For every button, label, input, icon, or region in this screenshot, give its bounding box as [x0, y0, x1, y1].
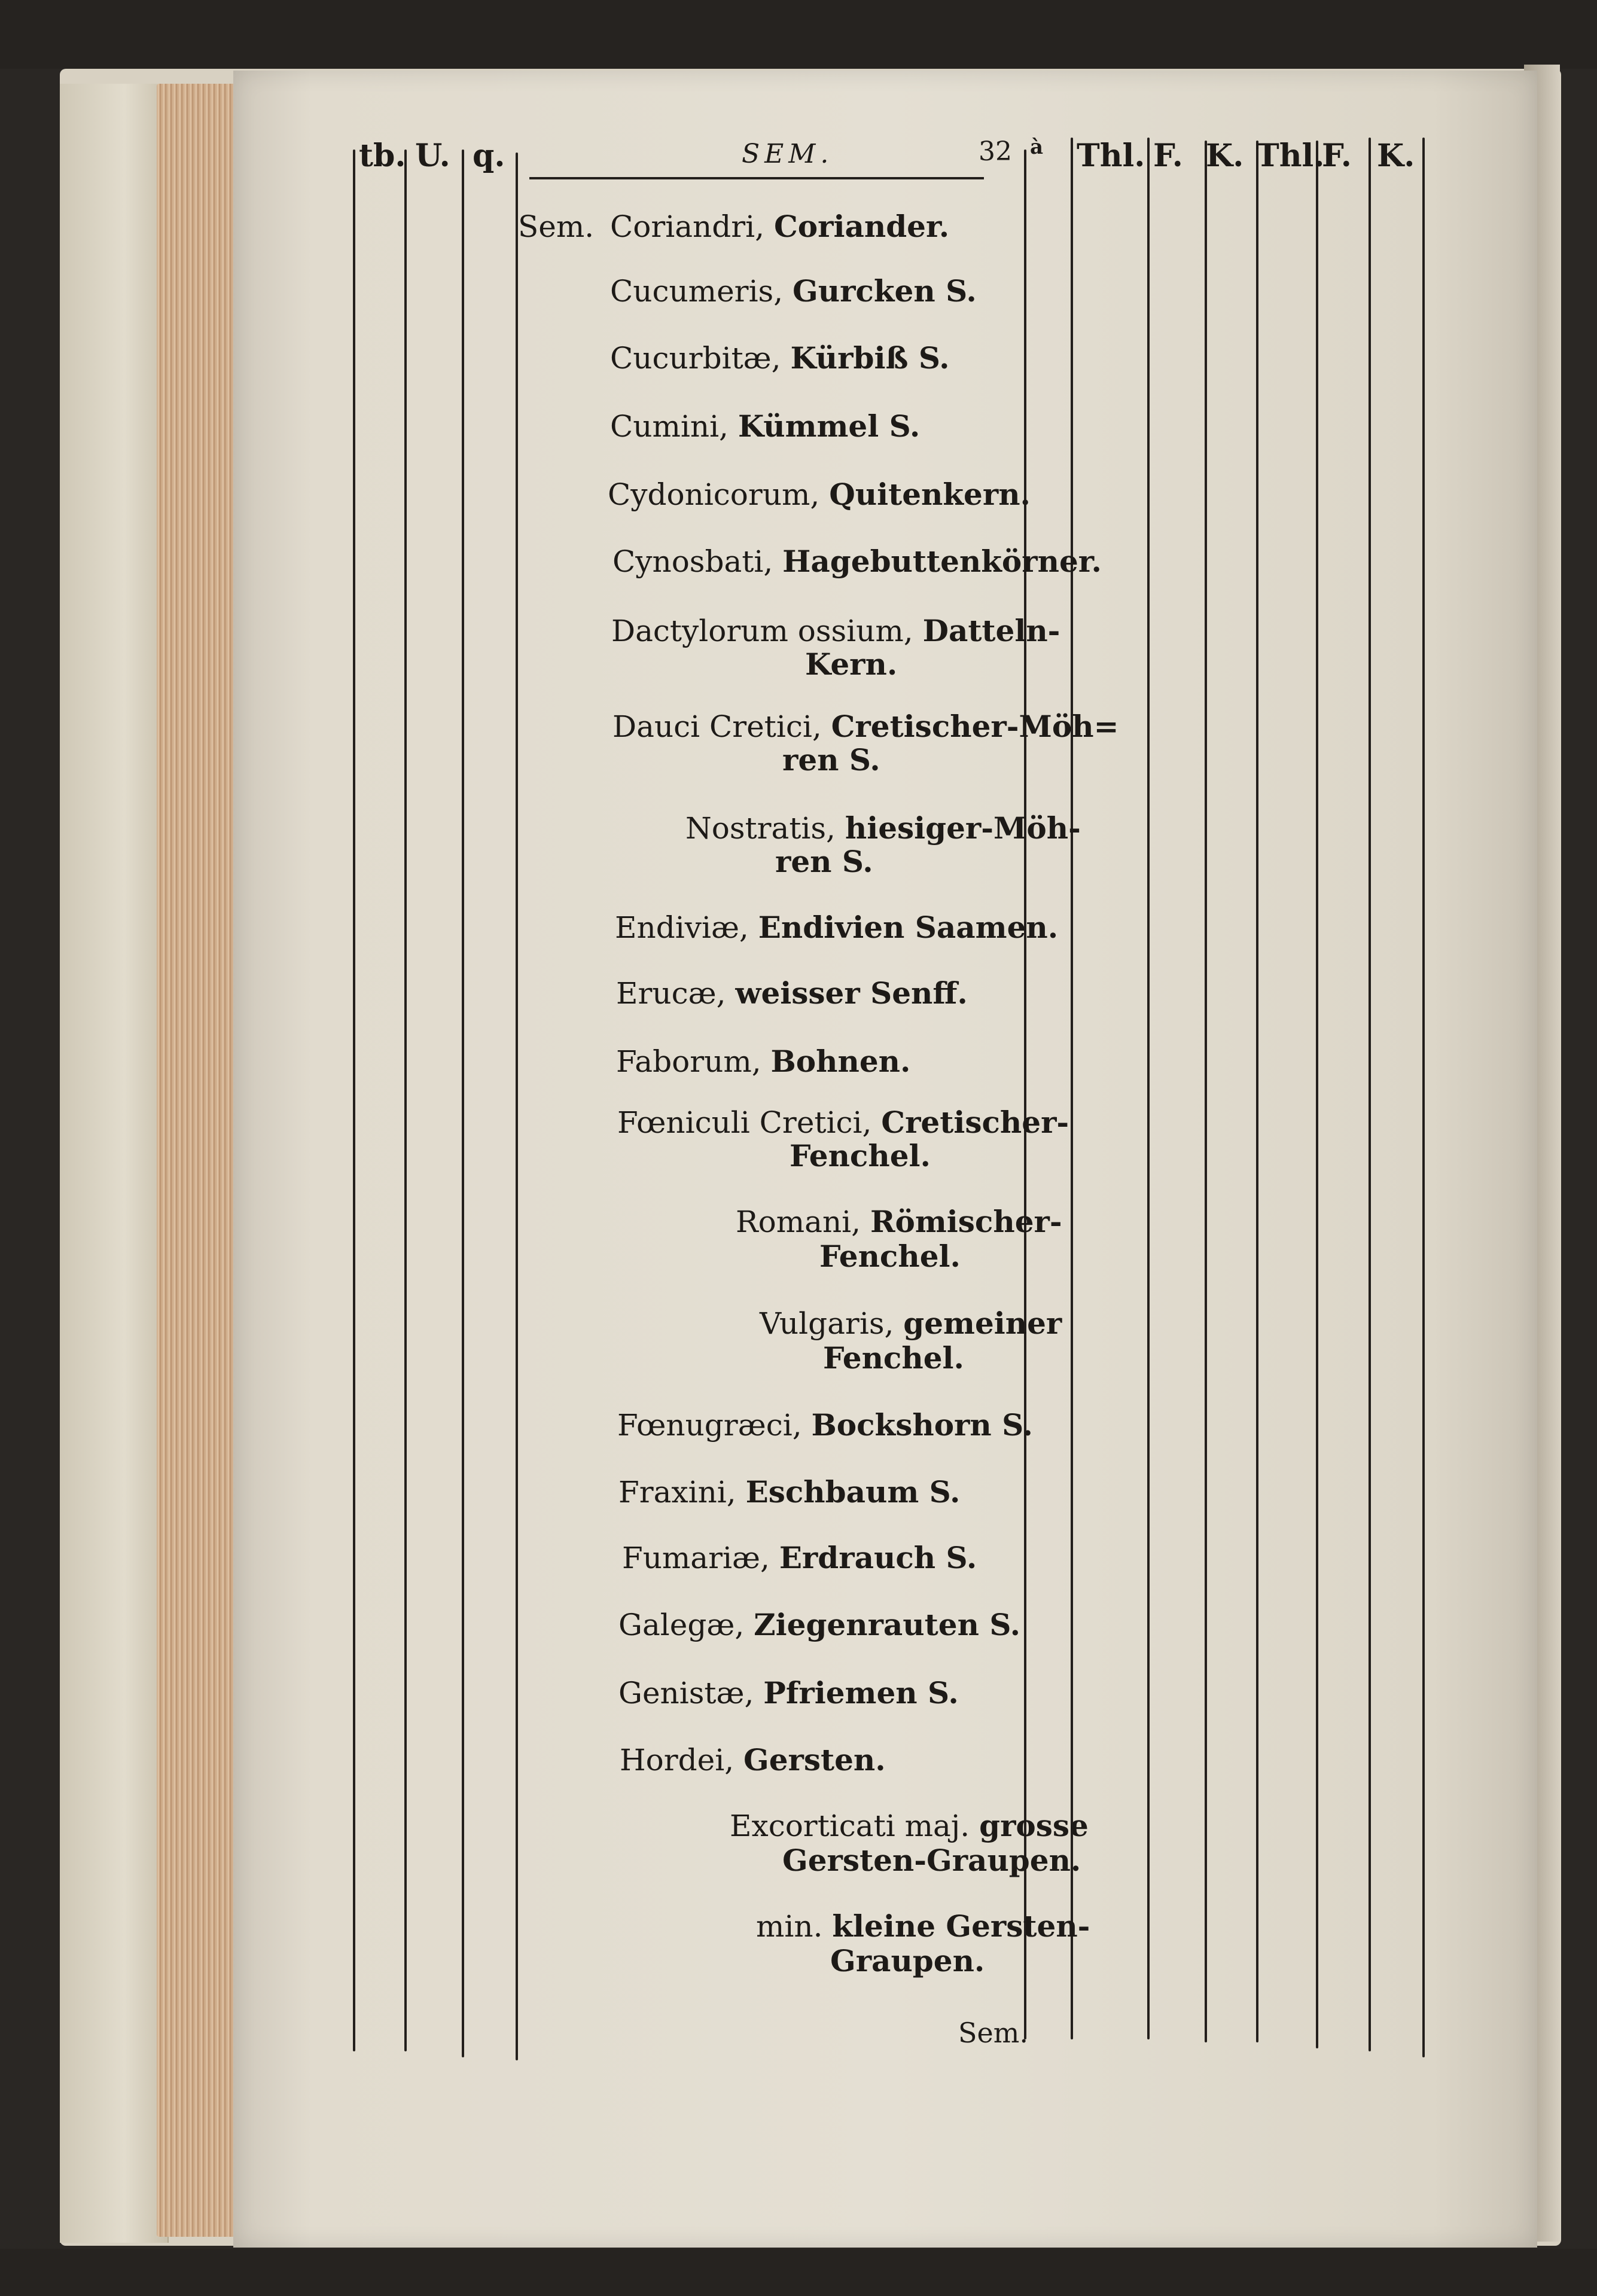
entry-prefix: Sem.: [518, 209, 595, 244]
german-name: Gurcken S.: [793, 273, 977, 309]
column-rule: [1316, 141, 1318, 2048]
list-item: [616, 1044, 910, 1079]
german-name: hiesiger-Möh-: [845, 810, 1081, 846]
list-item: [622, 1541, 977, 1575]
background-top: [0, 0, 1597, 69]
german-name: grosse: [979, 1808, 1089, 1843]
latin-name: Cumini,: [610, 409, 729, 444]
latin-name: Dauci Cretici,: [612, 709, 822, 744]
german-name: Cretischer-: [881, 1105, 1069, 1140]
german-name: gemeiner: [903, 1306, 1062, 1341]
list-item: [618, 1676, 959, 1710]
column-rule: [1147, 138, 1150, 2039]
column-header-ounce: U.: [415, 138, 450, 174]
german-name: Quitenkern.: [829, 477, 1031, 512]
german-name: Bohnen.: [770, 1044, 911, 1079]
latin-name: Cucumeris,: [610, 274, 784, 309]
german-name: Römischer-: [870, 1204, 1062, 1239]
list-item: [760, 1306, 1062, 1341]
german-name-continued: ren S.: [775, 844, 873, 879]
column-rule: [353, 150, 355, 2051]
column-header-thaler-2: Thl.: [1256, 138, 1325, 174]
latin-name: Fraxini,: [618, 1475, 736, 1510]
list-item: [608, 477, 1031, 512]
latin-name: Hordei,: [620, 1743, 735, 1777]
book-cover-left: [60, 84, 169, 2243]
latin-name: Faborum,: [616, 1044, 761, 1079]
german-name-continued: Fenchel.: [823, 1340, 964, 1376]
latin-name: Romani,: [736, 1205, 861, 1239]
list-item: [617, 1408, 1033, 1443]
latin-name: Cucurbitæ,: [610, 341, 781, 376]
list-item: [616, 976, 968, 1011]
german-name-continued: ren S.: [782, 742, 880, 777]
column-header-kreuzer-2: K.: [1377, 138, 1415, 174]
column-header-kreuzer-1: K.: [1206, 138, 1244, 174]
german-name: Pfriemen S.: [763, 1675, 959, 1710]
list-item: [620, 1743, 886, 1777]
latin-name: min.: [756, 1909, 823, 1944]
german-name: Ziegenrauten S.: [754, 1607, 1021, 1642]
german-name: weisser Senff.: [735, 975, 968, 1011]
latin-name: Dactylorum ossium,: [611, 614, 913, 648]
column-header-quarter: q.: [473, 138, 505, 174]
german-name: Kürbiß S.: [790, 340, 950, 376]
latin-name: Galegæ,: [618, 1608, 745, 1642]
list-item: [615, 910, 1058, 945]
column-header-pound: tb.: [359, 138, 406, 174]
latin-name: Cynosbati,: [612, 544, 773, 579]
german-name: kleine Gersten-: [832, 1908, 1090, 1944]
german-name: Gersten.: [743, 1742, 886, 1777]
list-item: [618, 1608, 1020, 1642]
column-rule: [1024, 150, 1026, 2039]
list-item: [617, 1105, 1069, 1140]
column-rule: [516, 153, 518, 2060]
german-name-continued: Graupen.: [830, 1943, 985, 1978]
catchword: Sem.: [958, 2017, 1028, 2049]
german-name: Endivien Saamen.: [758, 910, 1059, 945]
german-name: Coriander.: [773, 209, 950, 244]
column-header-thaler-1: Thl.: [1077, 138, 1145, 174]
column-rule: [1205, 141, 1207, 2042]
latin-name: Fumariæ,: [622, 1541, 770, 1575]
german-name-continued: Gersten-Graupen.: [782, 1843, 1081, 1878]
german-name: Cretischer-Möh=: [831, 709, 1119, 744]
latin-name: Genistæ,: [618, 1676, 754, 1710]
column-rule: [404, 150, 407, 2051]
list-item: [612, 709, 1118, 744]
german-name: Datteln-: [922, 613, 1060, 648]
list-item: [756, 1909, 1090, 1944]
list-item: [730, 1809, 1089, 1843]
german-name-continued: Fenchel.: [819, 1239, 961, 1274]
list-item: [618, 1475, 960, 1510]
list-item: [610, 341, 950, 376]
latin-name: Nostratis,: [685, 811, 836, 846]
page-title: SEM.: [742, 139, 834, 169]
list-item: [736, 1205, 1062, 1239]
list-item: [610, 409, 920, 444]
latin-name: Excorticati maj.: [730, 1809, 970, 1843]
page-number: 32: [979, 136, 1012, 167]
german-name: Kümmel S.: [737, 408, 921, 444]
column-rule: [1422, 138, 1425, 2057]
list-item: [611, 614, 1060, 648]
list-item: [685, 811, 1081, 846]
german-name: Bockshorn S.: [811, 1407, 1033, 1443]
german-name-continued: Fenchel.: [790, 1138, 931, 1173]
page-edges: [157, 84, 234, 2237]
title-rule: [529, 177, 984, 179]
latin-name: Coriandri,: [610, 209, 765, 244]
german-name: Eschbaum S.: [745, 1474, 961, 1510]
list-item: [610, 209, 949, 244]
latin-name: Endiviæ,: [615, 910, 749, 945]
german-name-continued: Kern.: [805, 647, 898, 682]
column-rule: [1071, 138, 1073, 2039]
german-name: Hagebuttenkörner.: [782, 544, 1102, 579]
background-bottom: [0, 2249, 1597, 2296]
column-header-florin-2: F.: [1322, 138, 1352, 174]
column-rule: [462, 150, 464, 2057]
column-header-from: à: [1030, 135, 1044, 159]
latin-name: Fœnugræci,: [617, 1408, 802, 1443]
latin-name: Cydonicorum,: [608, 477, 820, 512]
list-item: [612, 544, 1102, 579]
column-rule: [1369, 138, 1371, 2051]
latin-name: Fœniculi Cretici,: [617, 1105, 872, 1140]
list-item: [610, 274, 977, 309]
german-name: Erdrauch S.: [779, 1540, 977, 1575]
column-header-florin-1: F.: [1153, 138, 1183, 174]
latin-name: Vulgaris,: [760, 1306, 894, 1341]
column-rule: [1256, 141, 1258, 2042]
latin-name: Erucæ,: [616, 976, 726, 1011]
